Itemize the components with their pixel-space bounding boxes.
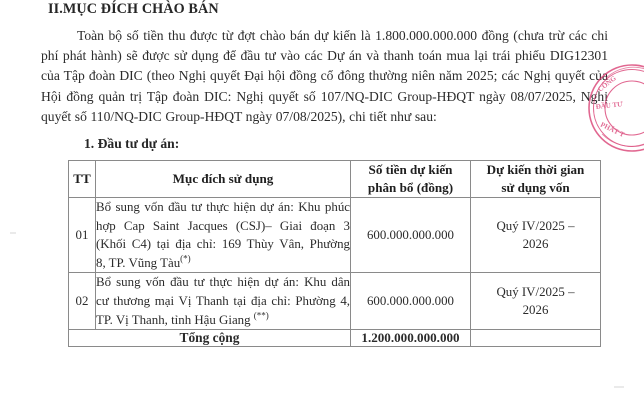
total-timing xyxy=(471,330,601,347)
total-amount: 1.200.000.000.000 xyxy=(351,330,471,347)
column-header-timing-line2: sử dụng vốn xyxy=(501,180,570,195)
table-header-row xyxy=(69,161,601,198)
purpose-line: cư thương mại Vị Thanh tại địa chỉ: Phường 4, xyxy=(96,293,350,308)
purpose-line: (Khối C4) tại địa chỉ: 169 Thùy Vân, Phường xyxy=(96,237,350,252)
subsection-heading: 1. Đầu tư dự án: xyxy=(84,136,180,151)
row-purpose xyxy=(96,273,351,330)
row-purpose xyxy=(96,198,351,273)
table-row xyxy=(69,273,601,330)
purpose-line-text: 8, TP. Vũng Tàu xyxy=(96,255,181,270)
purpose-line: hợp Cap Saint Jacques (CSJ)– Giai đoạn 3 xyxy=(96,218,350,233)
row-amount: 600.000.000.000 xyxy=(351,198,471,273)
row-timing-line1: Quý IV/2025 – xyxy=(496,218,575,233)
purpose-line-last xyxy=(96,254,350,273)
svg-text:ĐẦU TƯ: ĐẦU TƯ xyxy=(595,100,624,111)
row-timing-line2: 2026 xyxy=(522,237,549,252)
row-amount: 600.000.000.000 xyxy=(351,273,471,330)
table-total-row xyxy=(69,330,601,347)
row-timing-line1: Quý IV/2025 – xyxy=(496,284,575,299)
column-header-amount xyxy=(351,161,471,198)
scan-artifact xyxy=(614,386,624,388)
scan-artifact xyxy=(10,232,16,234)
column-header-purpose: Mục đích sử dụng xyxy=(96,161,351,198)
intro-paragraph: Toàn bộ số tiền thu được từ đợt chào bán dự kiến là 1.800.000.000.000 đồng (chưa trừ các chi phí phát hành) sẽ được sử dụng để đầu tư vào các Dự án và thanh toán mua lại trái phiếu DIG12301 của Tập đoàn DIC (theo Nghị quyết Đại hội đồng cổ đông thường niên năm 2025; các Nghị quyết của Hội đồng quản trị Tập đoàn DIC: Nghị quyết số 107/NQ-DIC Group-HĐQT ngày 08/07/2025, Nghị quyết số 110/NQ-DIC Group-HĐQT ngày 07/08/2025), chi tiết như sau: xyxy=(41,28,608,124)
row-index: 02 xyxy=(69,273,96,330)
row-timing-line2: 2026 xyxy=(522,303,549,318)
total-label: Tổng cộng xyxy=(69,330,351,347)
row-index: 01 xyxy=(69,198,96,273)
column-header-timing xyxy=(471,161,601,198)
svg-text:CÔNG: CÔNG xyxy=(596,74,618,94)
purpose-line-text: TP. Vị Thanh, tỉnh Hậu Giang xyxy=(96,312,251,327)
footnote-marker: (**) xyxy=(253,310,269,321)
svg-text:PHÁT T: PHÁT T xyxy=(599,120,626,140)
column-header-timing-line1: Dự kiến thời gian xyxy=(486,162,585,177)
capital-allocation-table xyxy=(68,160,601,347)
footnote-marker: (*) xyxy=(180,253,191,264)
row-timing xyxy=(471,198,601,273)
allocation-table-container xyxy=(68,160,600,347)
page-title: II.MỤC ĐÍCH CHÀO BÁN xyxy=(48,1,219,17)
table-row xyxy=(69,198,601,273)
row-timing xyxy=(471,273,601,330)
purpose-line: Bổ sung vốn đầu tư thực hiện dự án: Khu phúc xyxy=(96,200,350,214)
column-header-tt: TT xyxy=(69,161,96,198)
purpose-line: Bổ sung vốn đầu tư thực hiện dự án: Khu dân xyxy=(96,275,350,290)
column-header-amount-line1: Số tiền dự kiến xyxy=(368,162,453,177)
purpose-line-last xyxy=(96,311,350,330)
column-header-amount-line2: phân bổ (đồng) xyxy=(367,180,454,195)
